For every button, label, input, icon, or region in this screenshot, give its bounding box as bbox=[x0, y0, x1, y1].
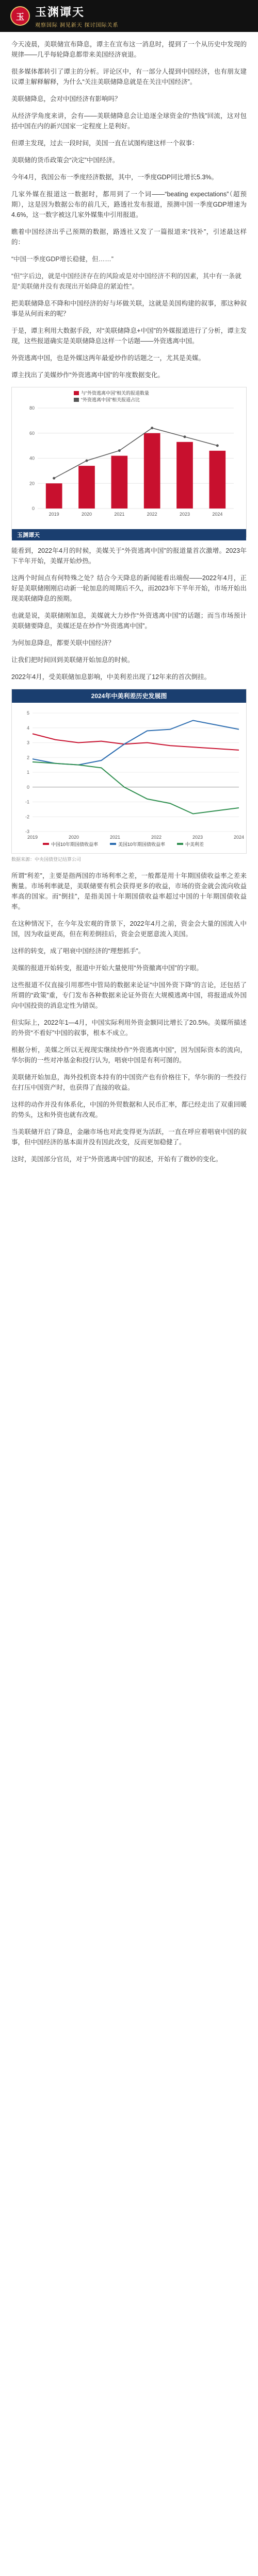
y-tick-label: -2 bbox=[25, 814, 29, 820]
brand-logo-char: 玉 bbox=[15, 11, 24, 22]
legend-swatch bbox=[110, 843, 116, 845]
x-tick-label: 2021 bbox=[109, 835, 121, 840]
y-tick-label: 40 bbox=[29, 455, 35, 461]
y-tick-label: 0 bbox=[26, 784, 29, 790]
brand-name: 玉渊谭天 bbox=[35, 6, 85, 19]
paragraph: 让我们把时间回到美联储开始加息的时候。 bbox=[11, 656, 134, 664]
brand-text bbox=[35, 4, 119, 28]
y-tick-label: 4 bbox=[26, 725, 29, 731]
section-e bbox=[11, 1018, 247, 1164]
y-tick-label: 3 bbox=[26, 740, 29, 745]
x-tick-label: 2022 bbox=[151, 835, 162, 840]
y-tick-label: 20 bbox=[29, 481, 35, 486]
figure-2 bbox=[11, 689, 247, 862]
chart-1 bbox=[11, 387, 247, 537]
paragraph: 美联储开始加息，海外投机资本持有的中国资产也有价格往下，华尔街的一些投行在打压中国资产时，也获得了直接的收益。 bbox=[11, 1074, 247, 1091]
paragraph: “中国一季度GDP增长稳健，但……” bbox=[11, 256, 114, 263]
bar bbox=[176, 442, 193, 509]
series-point bbox=[53, 477, 55, 480]
legend-swatch bbox=[74, 398, 79, 402]
paragraph: 外资逃离中国，也是外媒这两年最爱炒作的话题之一，尤其是美媒。 bbox=[11, 354, 205, 362]
paragraph: 美联储的货币政策会“决定”中国经济。 bbox=[11, 157, 119, 164]
bar bbox=[78, 466, 95, 509]
bar bbox=[111, 456, 128, 509]
paragraph: 当美联储开启了降息，金融市场也对此变得更为活跃，一直在呼应着唱衰中国的叙事，但中国经济的基本面并没有因此改变，反而更加稳健了。 bbox=[11, 1128, 247, 1146]
chart-2-title: 2024年中美利差历史发展图 bbox=[12, 689, 246, 703]
series-point bbox=[118, 449, 121, 452]
legend-label: 中美利差 bbox=[185, 842, 204, 847]
chart-2 bbox=[11, 689, 247, 854]
series-point bbox=[184, 435, 186, 438]
chart-1-footer-logo: 玉渊谭天 bbox=[17, 532, 40, 538]
chart-2-caption: 数据来源：中央国债登记结算公司 bbox=[11, 857, 82, 862]
paragraph: 这样的动作并没有体系化，中国的外贸数据和人民币汇率，都已经走出了双重回暖的势头，这和外资也就有改观。 bbox=[11, 1101, 247, 1118]
x-tick-label: 2023 bbox=[179, 512, 190, 517]
y-tick-label: 1 bbox=[26, 770, 29, 775]
section-a bbox=[11, 39, 247, 247]
legend-swatch bbox=[43, 843, 49, 845]
paragraph: 从经济学角度来讲，会有——美联储降息会让追逐全球资金的“热钱”回流，这对包括中国在内的新兴国家一定程度上是利好。 bbox=[11, 112, 247, 130]
figure-1 bbox=[11, 387, 247, 537]
bar bbox=[144, 433, 160, 509]
paragraph: 但谭主发现，过去一段时间，美国一直在试图构建这样一个叙事： bbox=[11, 140, 199, 147]
paragraph: 把美联储降息不降和中国经济的好与坏做关联，这就是美国构建的叙事，那这种叙事是从何而来的呢？ bbox=[11, 300, 247, 317]
x-tick-label: 2024 bbox=[233, 835, 245, 840]
bar bbox=[209, 451, 226, 509]
legend-swatch bbox=[177, 843, 183, 845]
section-quotes bbox=[11, 254, 247, 292]
paragraph: 根据分析，美媒之所以无视现实继续炒作“外资逃离中国”，因为国际资本的流向，华尔街的一些对冲基金和投行认为，唱衰中国是有利可图的。 bbox=[11, 1046, 247, 1064]
paragraph: 这两个时间点有何特殊之处？结合今天降息的新闻能看出端倪——2022年4月，正好是美联储刚刚启动新一轮加息的周期后不久，而2023年下半年开始，市场开始出现美联储降息的预期。 bbox=[11, 574, 247, 602]
legend-label: 与“外资逃离中国”相关的报道数量 bbox=[81, 391, 149, 396]
x-tick-label: 2020 bbox=[68, 835, 79, 840]
paragraph: 这些报道不仅直接引用那些中管局的数据来论证“中国外资下降”的言论，还包括了所谓的“政策”重，专门发布各种数据来论证外资在大规模逃离中国，将报道成外国向中国投资的消息定性为错误。 bbox=[11, 981, 247, 1009]
paragraph: 瞧着中国经济出乎己预期的数据，路透社又发了一篇报道来“找补”，引述最这样的： bbox=[11, 228, 247, 246]
y-tick-label: 2 bbox=[26, 755, 29, 760]
x-tick-label: 2023 bbox=[192, 835, 203, 840]
section-c bbox=[11, 546, 247, 682]
series-line bbox=[33, 734, 239, 750]
chart-1-svg bbox=[12, 387, 247, 527]
bar bbox=[46, 483, 62, 509]
paragraph: 所谓“利差”，主要是指两国的市场利率之差，一般都是用十年期国债收益率之差来衡量。市场利率就是，美联储要有机会获得更多的收益，市场的资金就会流向收益率高的国家。而“倒挂”，是指美国十年期国债收益率超过中国的十年期国债收益率。 bbox=[11, 872, 247, 910]
paragraph: 在这种情况下，在今年及宏观的背景下，2022年4月之前，资金会大量的国流入中国，因为收益更高，但在利差倒挂后，资金会更愿意流入美国。 bbox=[11, 920, 247, 938]
paragraph: 能看到，2022年4月的时候，美媒关于“外资逃离中国”的报道量首次激增。2023年下半年开始，美媒开始炒热。 bbox=[11, 547, 247, 565]
brand-header bbox=[0, 0, 258, 32]
section-d bbox=[11, 871, 247, 1011]
series-line bbox=[33, 762, 239, 814]
paragraph: 于是，谭主利用大数据手段，对“美联储降息+中国”的外媒报道进行了分析，谭主发现，这些报道确实是美联储降息这样一个话题——外资逃离中国。 bbox=[11, 327, 247, 345]
y-tick-label: -3 bbox=[25, 829, 29, 834]
x-tick-label: 2020 bbox=[81, 512, 92, 517]
y-tick-label: 0 bbox=[31, 506, 35, 511]
article-body bbox=[0, 32, 258, 1164]
x-tick-label: 2024 bbox=[212, 512, 223, 517]
series-point bbox=[86, 460, 88, 462]
x-tick-label: 2021 bbox=[114, 512, 125, 517]
series-point bbox=[216, 444, 219, 447]
y-tick-label: -1 bbox=[25, 799, 29, 805]
brand-logo-icon bbox=[10, 6, 30, 26]
legend-label: “外资逃离中国”相关报道占比 bbox=[81, 397, 140, 402]
paragraph: 今年4月，我国公布一季度经济数据，其中，一季度GDP同比增长5.3%。 bbox=[11, 174, 218, 181]
paragraph: 2022年4月，受美联储加息影响，中美利差出现了12年来的首次倒挂。 bbox=[11, 673, 211, 681]
paragraph: 这样的转变，成了唱衰中国经济的“理想抓手”。 bbox=[11, 947, 145, 955]
brand-tagline: 观察国际 洞见新天 探讨国际关系 bbox=[35, 23, 119, 28]
paragraph: 很多媒体都转引了谭主的分析。评论区中，有一部分人提到中国经济，也有朋友建议谭主解释解释，为什么“关注美联储降息就是在关注中国经济”。 bbox=[11, 68, 247, 86]
paragraph: 美联储降息，会对中国经济有影响吗？ bbox=[11, 95, 121, 103]
paragraph: “但”字后边，就是中国经济存在的风险或是对中国经济不利的因素，其中有一条就是“美联储并没有表现出开始降息的紧迫性”。 bbox=[11, 273, 241, 290]
legend-swatch bbox=[74, 391, 79, 395]
paragraph: 也就是说，美联储刚加息，美媒就大力炒作“外资逃离中国”的话题；而当市场预计美联储要降息，美媒还是在炒作“外资逃离中国”。 bbox=[11, 612, 247, 630]
y-tick-label: 5 bbox=[26, 710, 29, 716]
legend-label: 美国10年期国债收益率 bbox=[118, 842, 166, 847]
chart-1-footer bbox=[12, 529, 246, 540]
paragraph: 为何加息降息，都要关联中国经济？ bbox=[11, 639, 115, 647]
legend-label: 中国10年期国债收益率 bbox=[51, 842, 99, 847]
x-tick-label: 2019 bbox=[27, 835, 38, 840]
paragraph: 今天凌晨，美联储宣布降息，谭主在宣布这一消息时，提到了一个从历史中发现的规律——几乎每轮降息都带来美国经济衰退。 bbox=[11, 41, 247, 58]
y-tick-label: 60 bbox=[29, 430, 35, 436]
section-b bbox=[11, 298, 247, 380]
paragraph: 但实际上，2022年1—4月，中国实际利用外资金额同比增长了20.5%。美媒所描述的外资“不看好”中国的叙事，根本不成立。 bbox=[11, 1019, 247, 1037]
y-tick-label: 80 bbox=[29, 405, 35, 411]
paragraph: 谭主找出了美媒炒作“外资逃离中国”的年度数据变化。 bbox=[11, 371, 164, 379]
chart-2-svg bbox=[12, 703, 247, 853]
x-tick-label: 2022 bbox=[147, 512, 157, 517]
paragraph: 这时，美国部分官员，对于“外资逃离中国”的叙述，开始有了微妙的变化。 bbox=[11, 1156, 222, 1163]
x-tick-label: 2019 bbox=[49, 512, 59, 517]
series-point bbox=[151, 427, 153, 429]
paragraph: 美媒的报道开始转变，报道中开始大量使用“外资撤离中国”的字眼。 bbox=[11, 964, 203, 972]
paragraph: 几家外媒在报道这一数据时，都用到了一个词——“beating expectations”（超预期），这是因为数据公布的前几天，路透社发布报道，预测中国一季度GDP增速为4.6%，这一数字被这几家外媒集中引用报道。 bbox=[11, 191, 247, 218]
